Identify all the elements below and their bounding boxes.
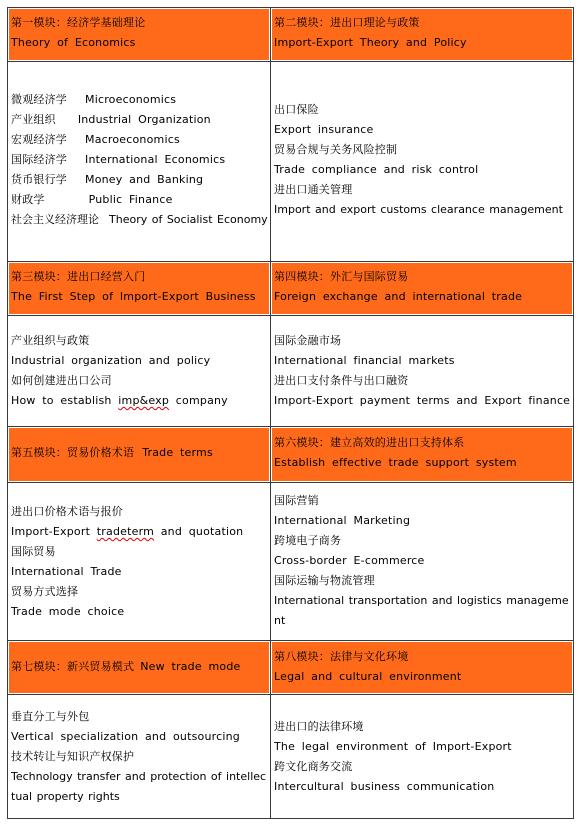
spellcheck-underlined-word: imp&exp — [118, 394, 170, 407]
module-2-title-en: Import-Export Theory and Policy — [274, 36, 467, 49]
item-cn: 跨境电子商务 — [274, 534, 342, 547]
list-item — [11, 190, 267, 210]
module-6-header — [271, 427, 574, 483]
module-6-title-cn: 第六模块：建立高效的进出口支持体系 — [274, 436, 465, 449]
item-cn: 国际运输与物流管理 — [274, 574, 375, 587]
item-cn: 贸易方式选择 — [11, 585, 79, 598]
list-item — [11, 150, 267, 170]
item-en: How to establish imp&exp company — [11, 394, 228, 407]
list-item — [11, 210, 267, 230]
item-en: International Economics — [85, 153, 226, 166]
item-cn: 技术转让与知识产权保护 — [11, 750, 135, 763]
module-1-body — [8, 62, 271, 262]
item-cn: 货币银行学 — [11, 173, 67, 186]
module-1-header — [8, 8, 271, 62]
spellcheck-underlined-word: tradeterm — [96, 525, 155, 538]
module-4-title-cn: 第四模块：外汇与国际贸易 — [274, 270, 409, 283]
item-cn: 微观经济学 — [11, 93, 67, 106]
module-2-title-cn: 第二模块：进出口理论与政策 — [274, 16, 420, 29]
item-cn: 国际经济学 — [11, 153, 67, 166]
item-en: Industrial Organization — [77, 113, 211, 126]
list-item — [11, 170, 267, 190]
item-en: The legal environment of Import-Export — [274, 740, 512, 753]
module-4-body — [271, 316, 574, 427]
item-cn: 国际金融市场 — [274, 334, 342, 347]
item-cn: 进出口通关管理 — [274, 183, 353, 196]
list-item — [11, 110, 267, 130]
item-en: International Marketing — [274, 514, 411, 527]
module-6-title-en: Establish effective trade support system — [274, 456, 517, 469]
item-cn: 产业组织与政策 — [11, 334, 90, 347]
item-cn: 国际营销 — [274, 494, 319, 507]
item-cn: 贸易合规与关务风险控制 — [274, 143, 398, 156]
module-4-header — [271, 262, 574, 316]
item-en: Cross-border E-commerce — [274, 554, 425, 567]
module-3-header — [8, 262, 271, 316]
module-8-body — [271, 695, 574, 819]
item-en: Trade mode choice — [11, 605, 125, 618]
item-cn: 社会主义经济理论 — [11, 213, 99, 226]
item-cn: 跨文化商务交流 — [274, 760, 353, 773]
item-en: Trade compliance and risk control — [274, 163, 479, 176]
item-en: Public Finance — [88, 193, 173, 206]
module-7-body — [8, 695, 271, 819]
item-en: Export insurance — [274, 123, 374, 136]
module-5-body — [8, 483, 271, 641]
item-en: Theory of Socialist Economy — [109, 213, 268, 226]
module-8-title-cn: 第八模块：法律与文化环境 — [274, 650, 409, 663]
module-6-body — [271, 483, 574, 641]
module-5-title-cn: 第五模块：贸易价格术语 — [11, 446, 135, 459]
module-1-title-en: Theory of Economics — [11, 36, 136, 49]
item-en: Vertical specialization and outsourcing — [11, 730, 240, 743]
module-5-title — [11, 443, 267, 463]
module-1-title-cn: 第一模块：经济学基础理论 — [11, 16, 146, 29]
module-4-title-en: Foreign exchange and international trade — [274, 290, 523, 303]
module-7-title-en: New trade mode — [140, 660, 241, 673]
list-item — [11, 130, 267, 150]
item-cn: 出口保险 — [274, 103, 319, 116]
item-cn: 进出口支付条件与出口融资 — [274, 374, 409, 387]
module-5-header — [8, 427, 271, 483]
module-3-title-cn: 第三模块：进出口经营入门 — [11, 270, 146, 283]
item-en: Technology transfer and protection of intellectual property rights — [11, 770, 267, 803]
item-en: International Trade — [11, 565, 122, 578]
module-8-header — [271, 641, 574, 695]
module-3-title-en: The First Step of Import-Export Business — [11, 290, 256, 303]
module-5-title-en: Trade terms — [142, 446, 213, 459]
item-cn: 产业组织 — [11, 113, 56, 126]
module-7-header — [8, 641, 271, 695]
module-table — [7, 7, 574, 819]
list-item — [11, 90, 267, 110]
item-en: Macroeconomics — [85, 133, 180, 146]
item-en: International transportation and logistics management — [274, 594, 569, 627]
item-cn: 进出口价格术语与报价 — [11, 505, 123, 518]
item-cn: 国际贸易 — [11, 545, 56, 558]
item-en: Import and export customs clearance management — [274, 203, 563, 216]
module-7-title — [11, 657, 267, 677]
item-cn: 财政学 — [11, 193, 45, 206]
module-7-title-cn: 第七模块：新兴贸易模式 — [11, 660, 135, 673]
item-en: Intercultural business communication — [274, 780, 495, 793]
item-cn: 垂直分工与外包 — [11, 710, 90, 723]
module-3-body — [8, 316, 271, 427]
module-8-title-en: Legal and cultural environment — [274, 670, 462, 683]
item-en: Microeconomics — [85, 93, 177, 106]
item-en: Import-Export tradeterm and quotation — [11, 525, 244, 538]
item-en: Industrial organization and policy — [11, 354, 211, 367]
module-2-header — [271, 8, 574, 62]
module-2-body — [271, 62, 574, 262]
item-cn: 进出口的法律环境 — [274, 720, 364, 733]
item-en: International financial markets — [274, 354, 455, 367]
curriculum-page — [7, 7, 573, 820]
item-cn: 如何创建进出口公司 — [11, 374, 112, 387]
item-cn: 宏观经济学 — [11, 133, 67, 146]
item-en: Import-Export payment terms and Export finance — [274, 394, 571, 407]
item-en: Money and Banking — [85, 173, 204, 186]
